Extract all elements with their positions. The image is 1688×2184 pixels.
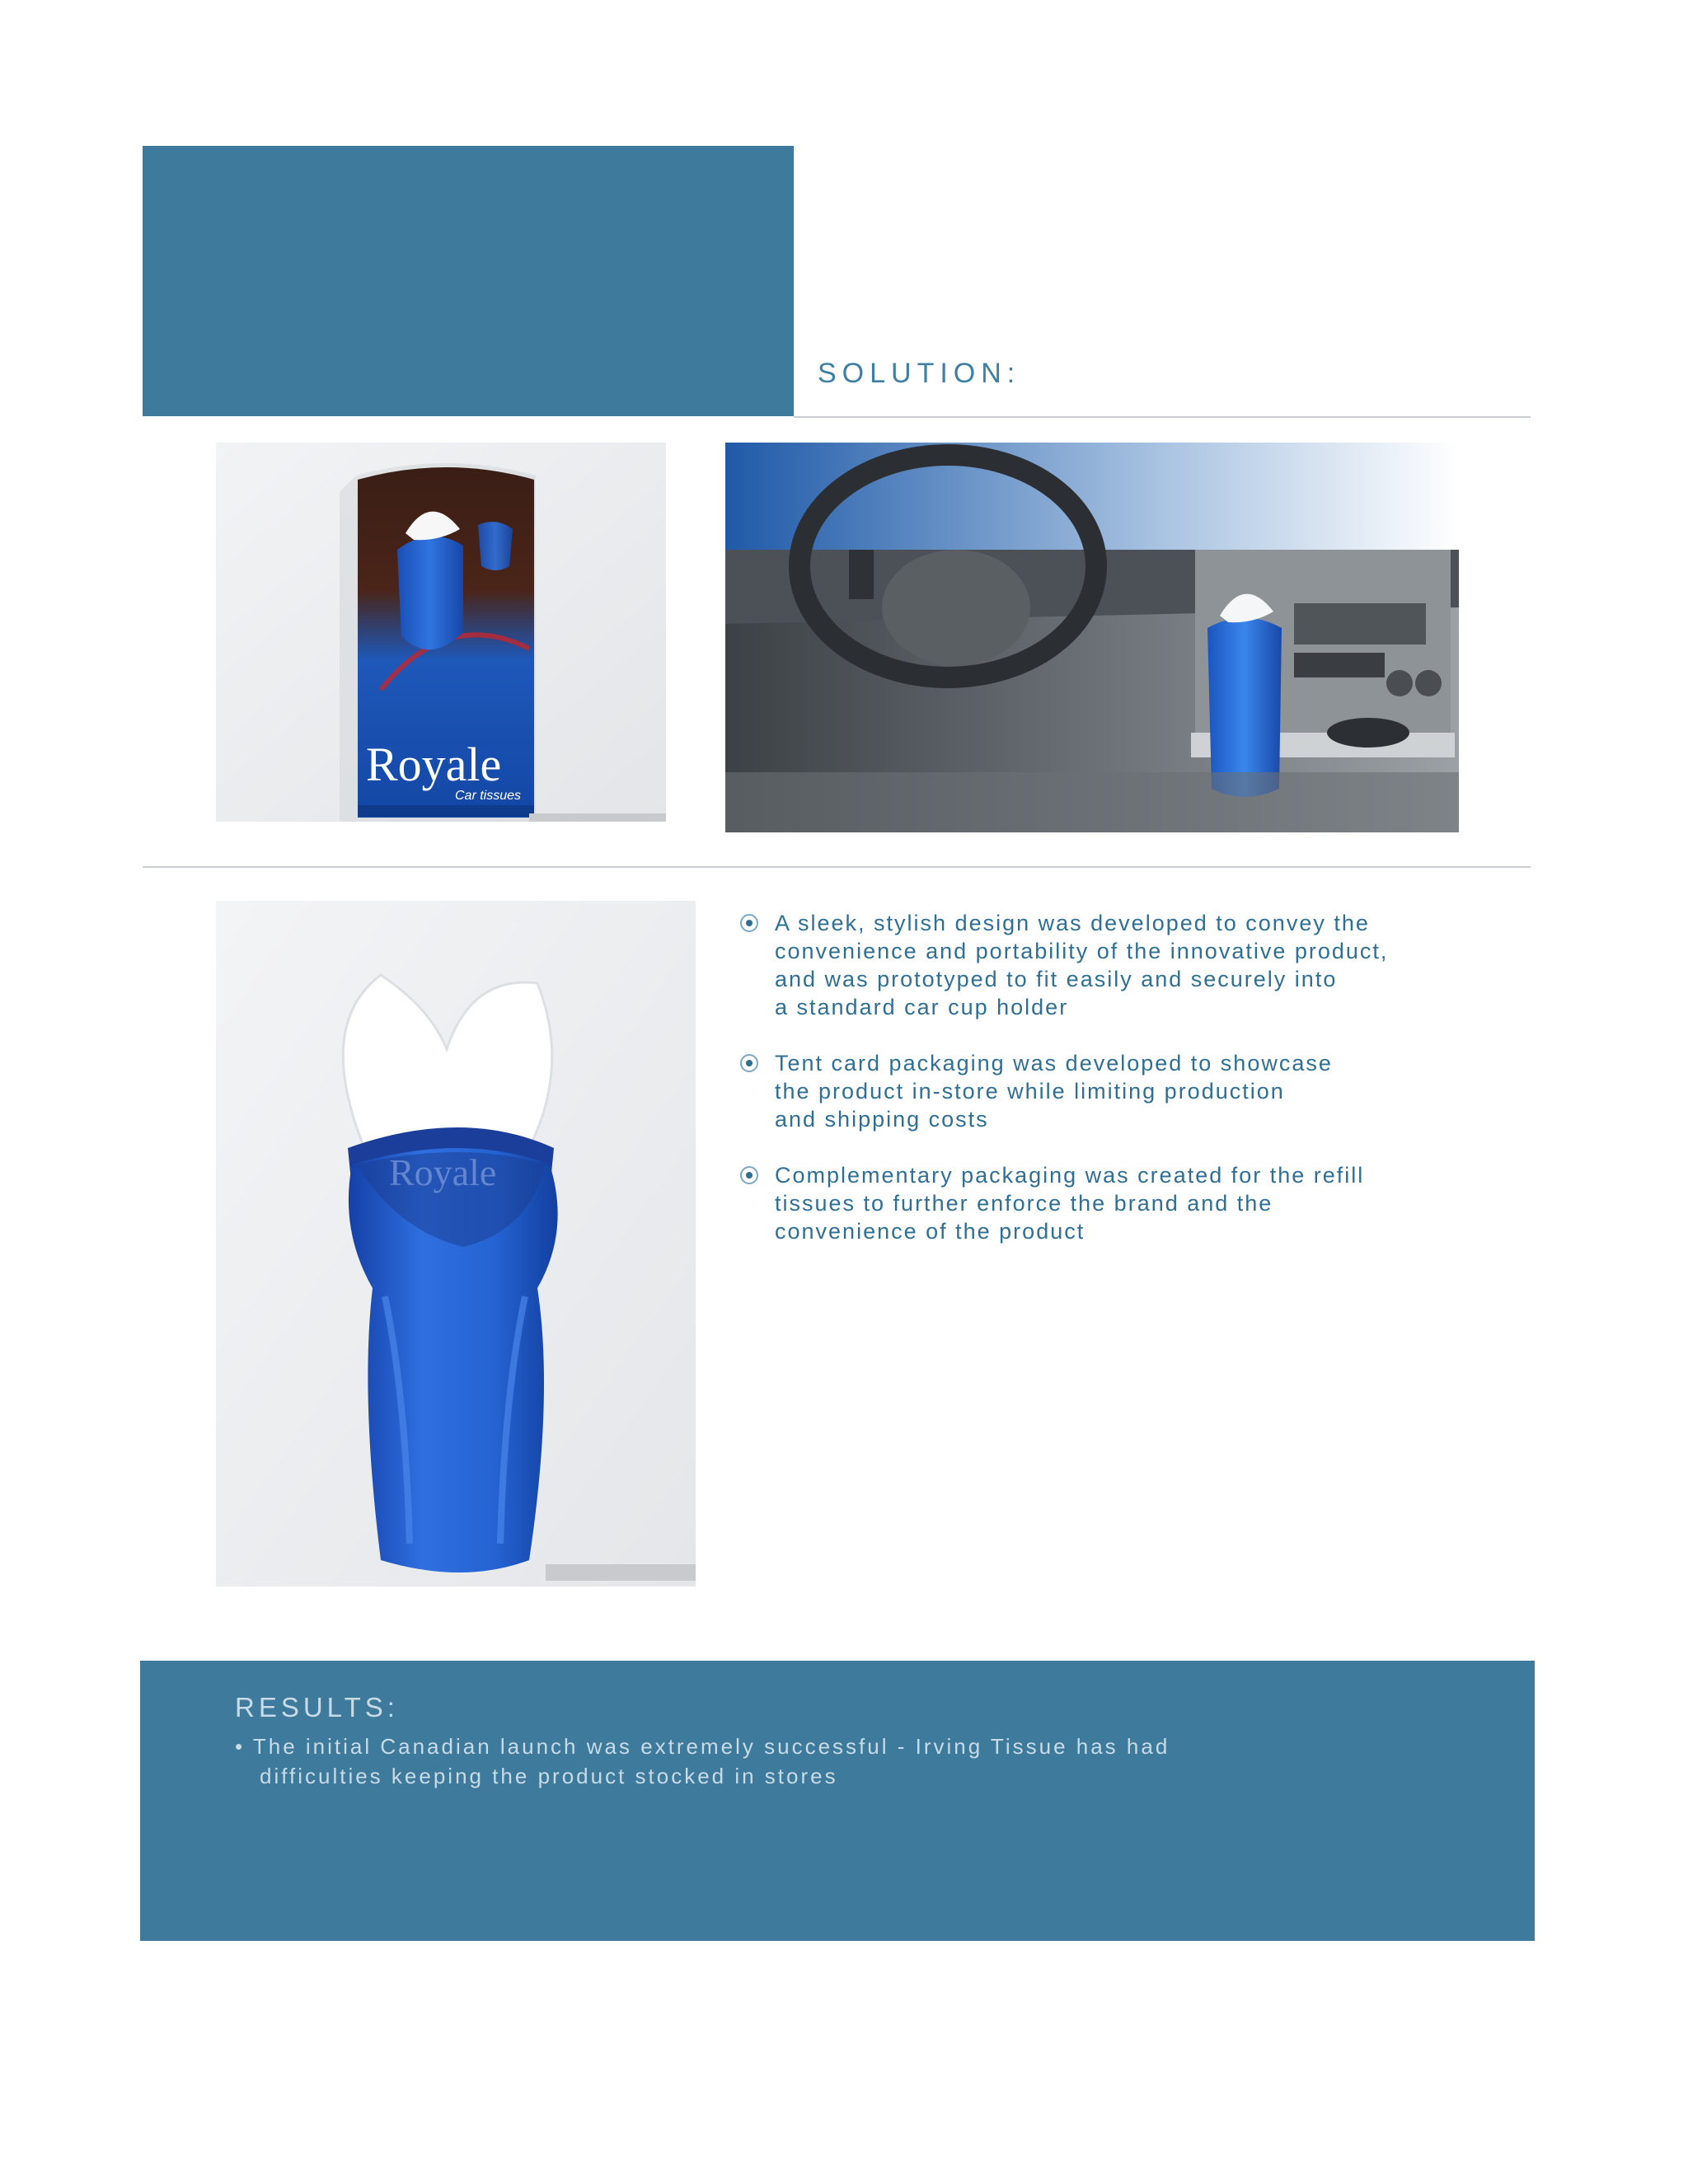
tissue-cup-photo (216, 901, 696, 1586)
results-text (235, 1732, 1504, 1791)
package-photo (216, 443, 666, 822)
package-subtitle-text: Car tissues (455, 789, 522, 803)
header-color-block (143, 146, 794, 416)
bullet-radio-icon (740, 914, 758, 932)
results-panel (140, 1661, 1535, 1941)
bullet-radio-icon (740, 1054, 758, 1072)
bullet-radio-icon (740, 1166, 758, 1184)
top-divider (794, 416, 1531, 418)
solution-bullet-list (740, 909, 1482, 1273)
car-dashboard-photo (725, 443, 1459, 832)
solution-heading: SOLUTION: (818, 358, 1021, 389)
results-heading: RESULTS: (235, 1692, 399, 1722)
middle-divider (143, 866, 1531, 868)
package-illustration (216, 443, 666, 822)
bullet-item: A sleek, stylish design was developed to convey the convenience and portability of the innovative product, and was prototyped to fit easily and securely into a standard car cup holder (740, 909, 1482, 1021)
bullet-item: Tent card packaging was developed to showcase the product in-store while limiting production and shipping costs (740, 1049, 1482, 1133)
tissue-cup-illustration (216, 901, 696, 1586)
results-line: difficulties keeping the product stocked in stores (260, 1764, 838, 1788)
bullet-item: Complementary packaging was created for the refill tissues to further enforce the brand and the convenience of the product (740, 1161, 1482, 1245)
results-line: • The initial Canadian launch was extremely successful - Irving Tissue has had (235, 1734, 1170, 1759)
package-brand-text: Royale (366, 738, 502, 791)
cup-brand-text: Royale (389, 1151, 497, 1193)
dashboard-illustration (725, 443, 1459, 832)
